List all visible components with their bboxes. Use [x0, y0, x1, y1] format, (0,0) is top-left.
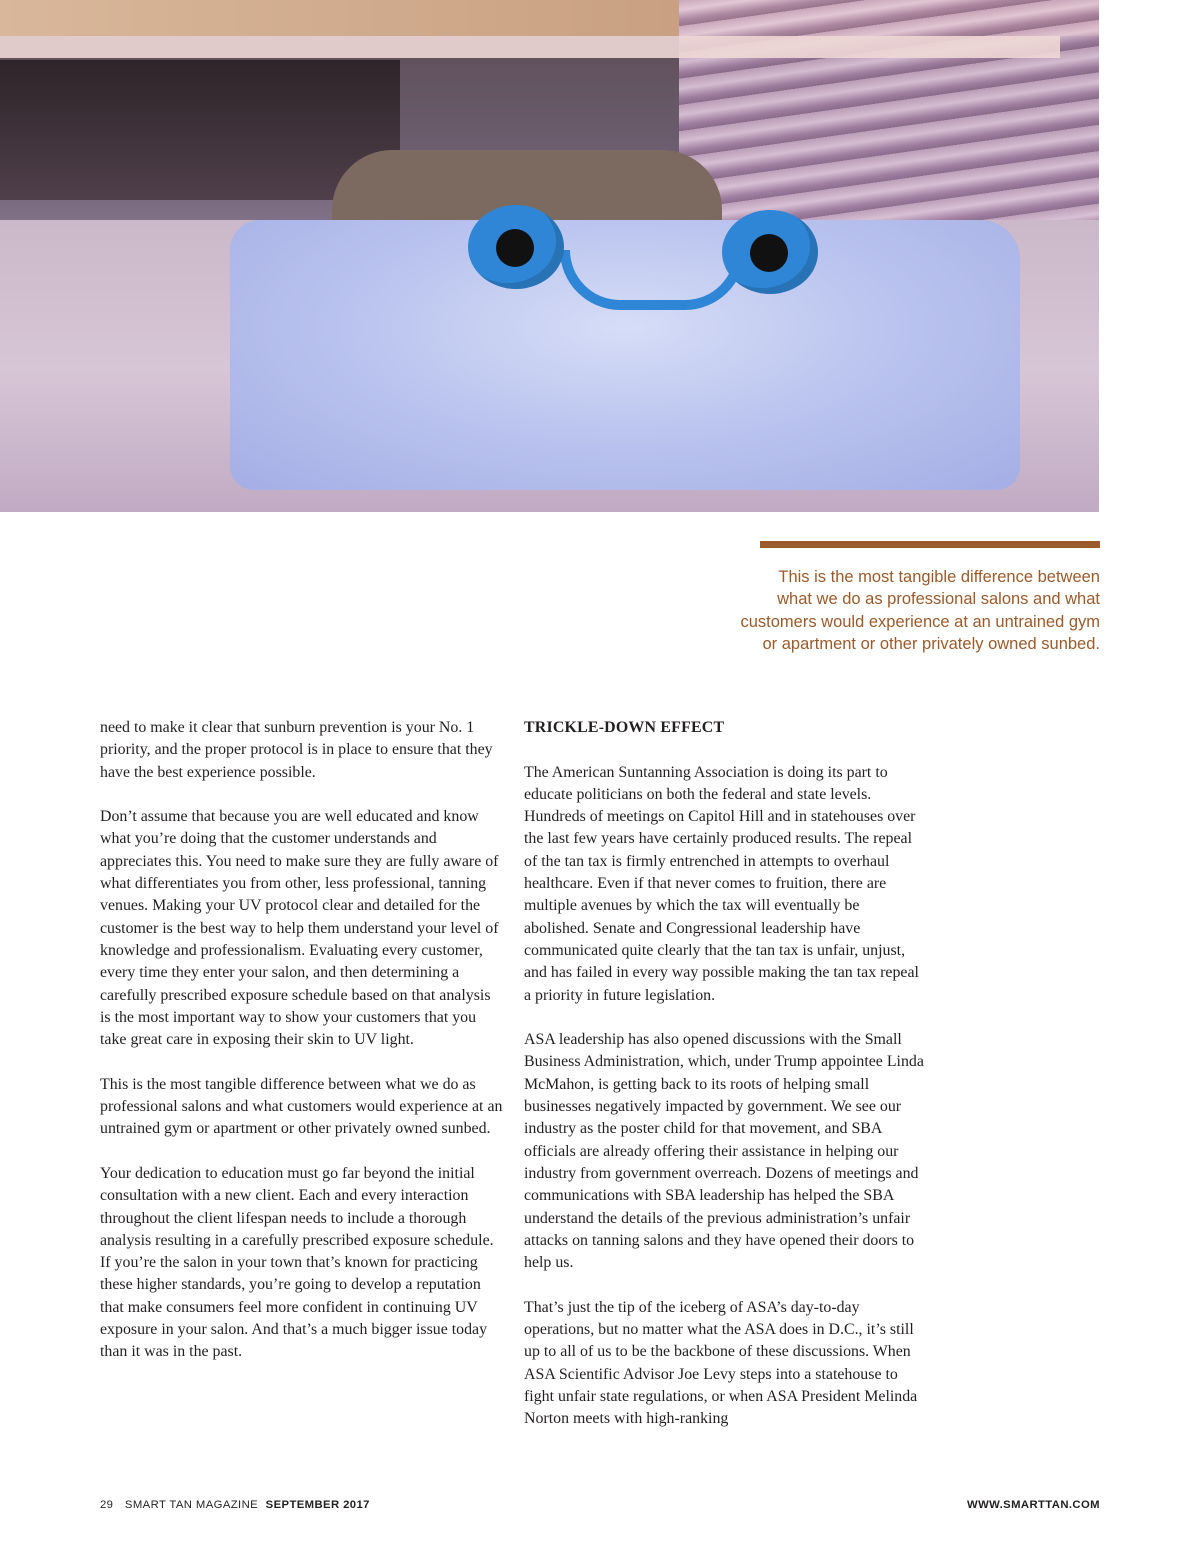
issue-date: SEPTEMBER 2017 [265, 1499, 370, 1511]
article-column-right [524, 717, 924, 1453]
section-heading: TRICKLE-DOWN EFFECT [524, 719, 725, 736]
page-number: 29 [100, 1499, 114, 1511]
goggle-right-eyecup [722, 210, 818, 294]
magazine-name: SMART TAN MAGAZINE [124, 1499, 259, 1511]
body-paragraph: This is the most tangible difference between what we do as professional salons and what customers would experience at an untrained gym or apartment or other privately owned sunbed. [100, 1075, 503, 1138]
body-paragraph: Don’t assume that because you are well educated and know what you’re doing that the customer understands and appreciates this. You need to make sure they are fully aware of what differentiates you from other, less professional, tanning venues. Making your UV protocol clear and detailed for the customer is the best way to help them understand your level of knowledge and professionalism. Evaluating every customer, every time they enter your salon, and then determining a carefully prescribed exposure schedule based on that analysis is the most important way to show your customers that you take great care in exposing their skin to UV light. [100, 808, 499, 1049]
footer-folio [100, 1499, 370, 1511]
pull-quote-rule [760, 541, 1100, 548]
goggle-left-eyecup [468, 205, 564, 289]
hero-photo [0, 0, 1099, 512]
body-paragraph: That’s just the tip of the iceberg of ASA’s day-to-day operations, but no matter what the ASA does in D.C., it’s still up to all of us to be the backbone of these discussions. When ASA Scientific Advisor Joe Levy steps into a statehouse to fight unfair state regulations, or when ASA President Melinda Norton meets with high-ranking [524, 1298, 918, 1428]
goggle-right-lens [750, 234, 788, 272]
body-paragraph: ASA leadership has also opened discussions with the Small Business Administration, which, under Trump appointee Linda McMahon, is getting back to its roots of helping small businesses negatively impacted by government. We see our industry as the poster child for that movement, and SBA officials are already offering their assistance in helping our industry from government overreach. Dozens of meetings and communications with SBA leadership has helped the SBA understand the details of the previous administration’s unfair attacks on tanning salons and they have opened their doors to help us. [524, 1031, 924, 1272]
body-paragraph: The American Suntanning Association is doing its part to educate politicians on both the federal and state levels. Hundreds of meetings on Capitol Hill and in statehouses over the last few years have certainly produced results. The repeal of the tan tax is firmly entrenched in attempts to overhaul healthcare. Even if that never comes to fruition, there are multiple avenues by which the tax will eventually be abolished. Senate and Congressional leadership have communicated quite clearly that the tan tax is unfair, unjust, and has failed in every way possible making the tan tax repeal a priority in future legislation. [524, 763, 919, 1004]
photo-top-strip [0, 36, 1060, 58]
website-url: WWW.SMARTTAN.COM [967, 1499, 1100, 1511]
page-footer [100, 1499, 1100, 1515]
pull-quote: This is the most tangible difference between what we do as professional salons and what customers would experience at an untrained gym or apartment or other privately owned sunbed. [740, 568, 1100, 653]
article-column-left [100, 717, 505, 1386]
body-paragraph: Your dedication to education must go far beyond the initial consultation with a new client. Each and every interaction throughout the client lifespan needs to include a thorough analysis resulting in a carefully prescribed exposure schedule. If you’re the salon in your town that’s known for practicing these higher standards, you’re going to develop a reputation that make consumers feel more confident in continuing UV exposure in your salon. And that’s a much bigger issue today than it was in the past. [100, 1164, 494, 1361]
goggle-left-lens [496, 229, 534, 267]
body-paragraph: need to make it clear that sunburn prevention is your No. 1 priority, and the proper protocol is in place to ensure that they have the best experience possible. [100, 719, 493, 781]
